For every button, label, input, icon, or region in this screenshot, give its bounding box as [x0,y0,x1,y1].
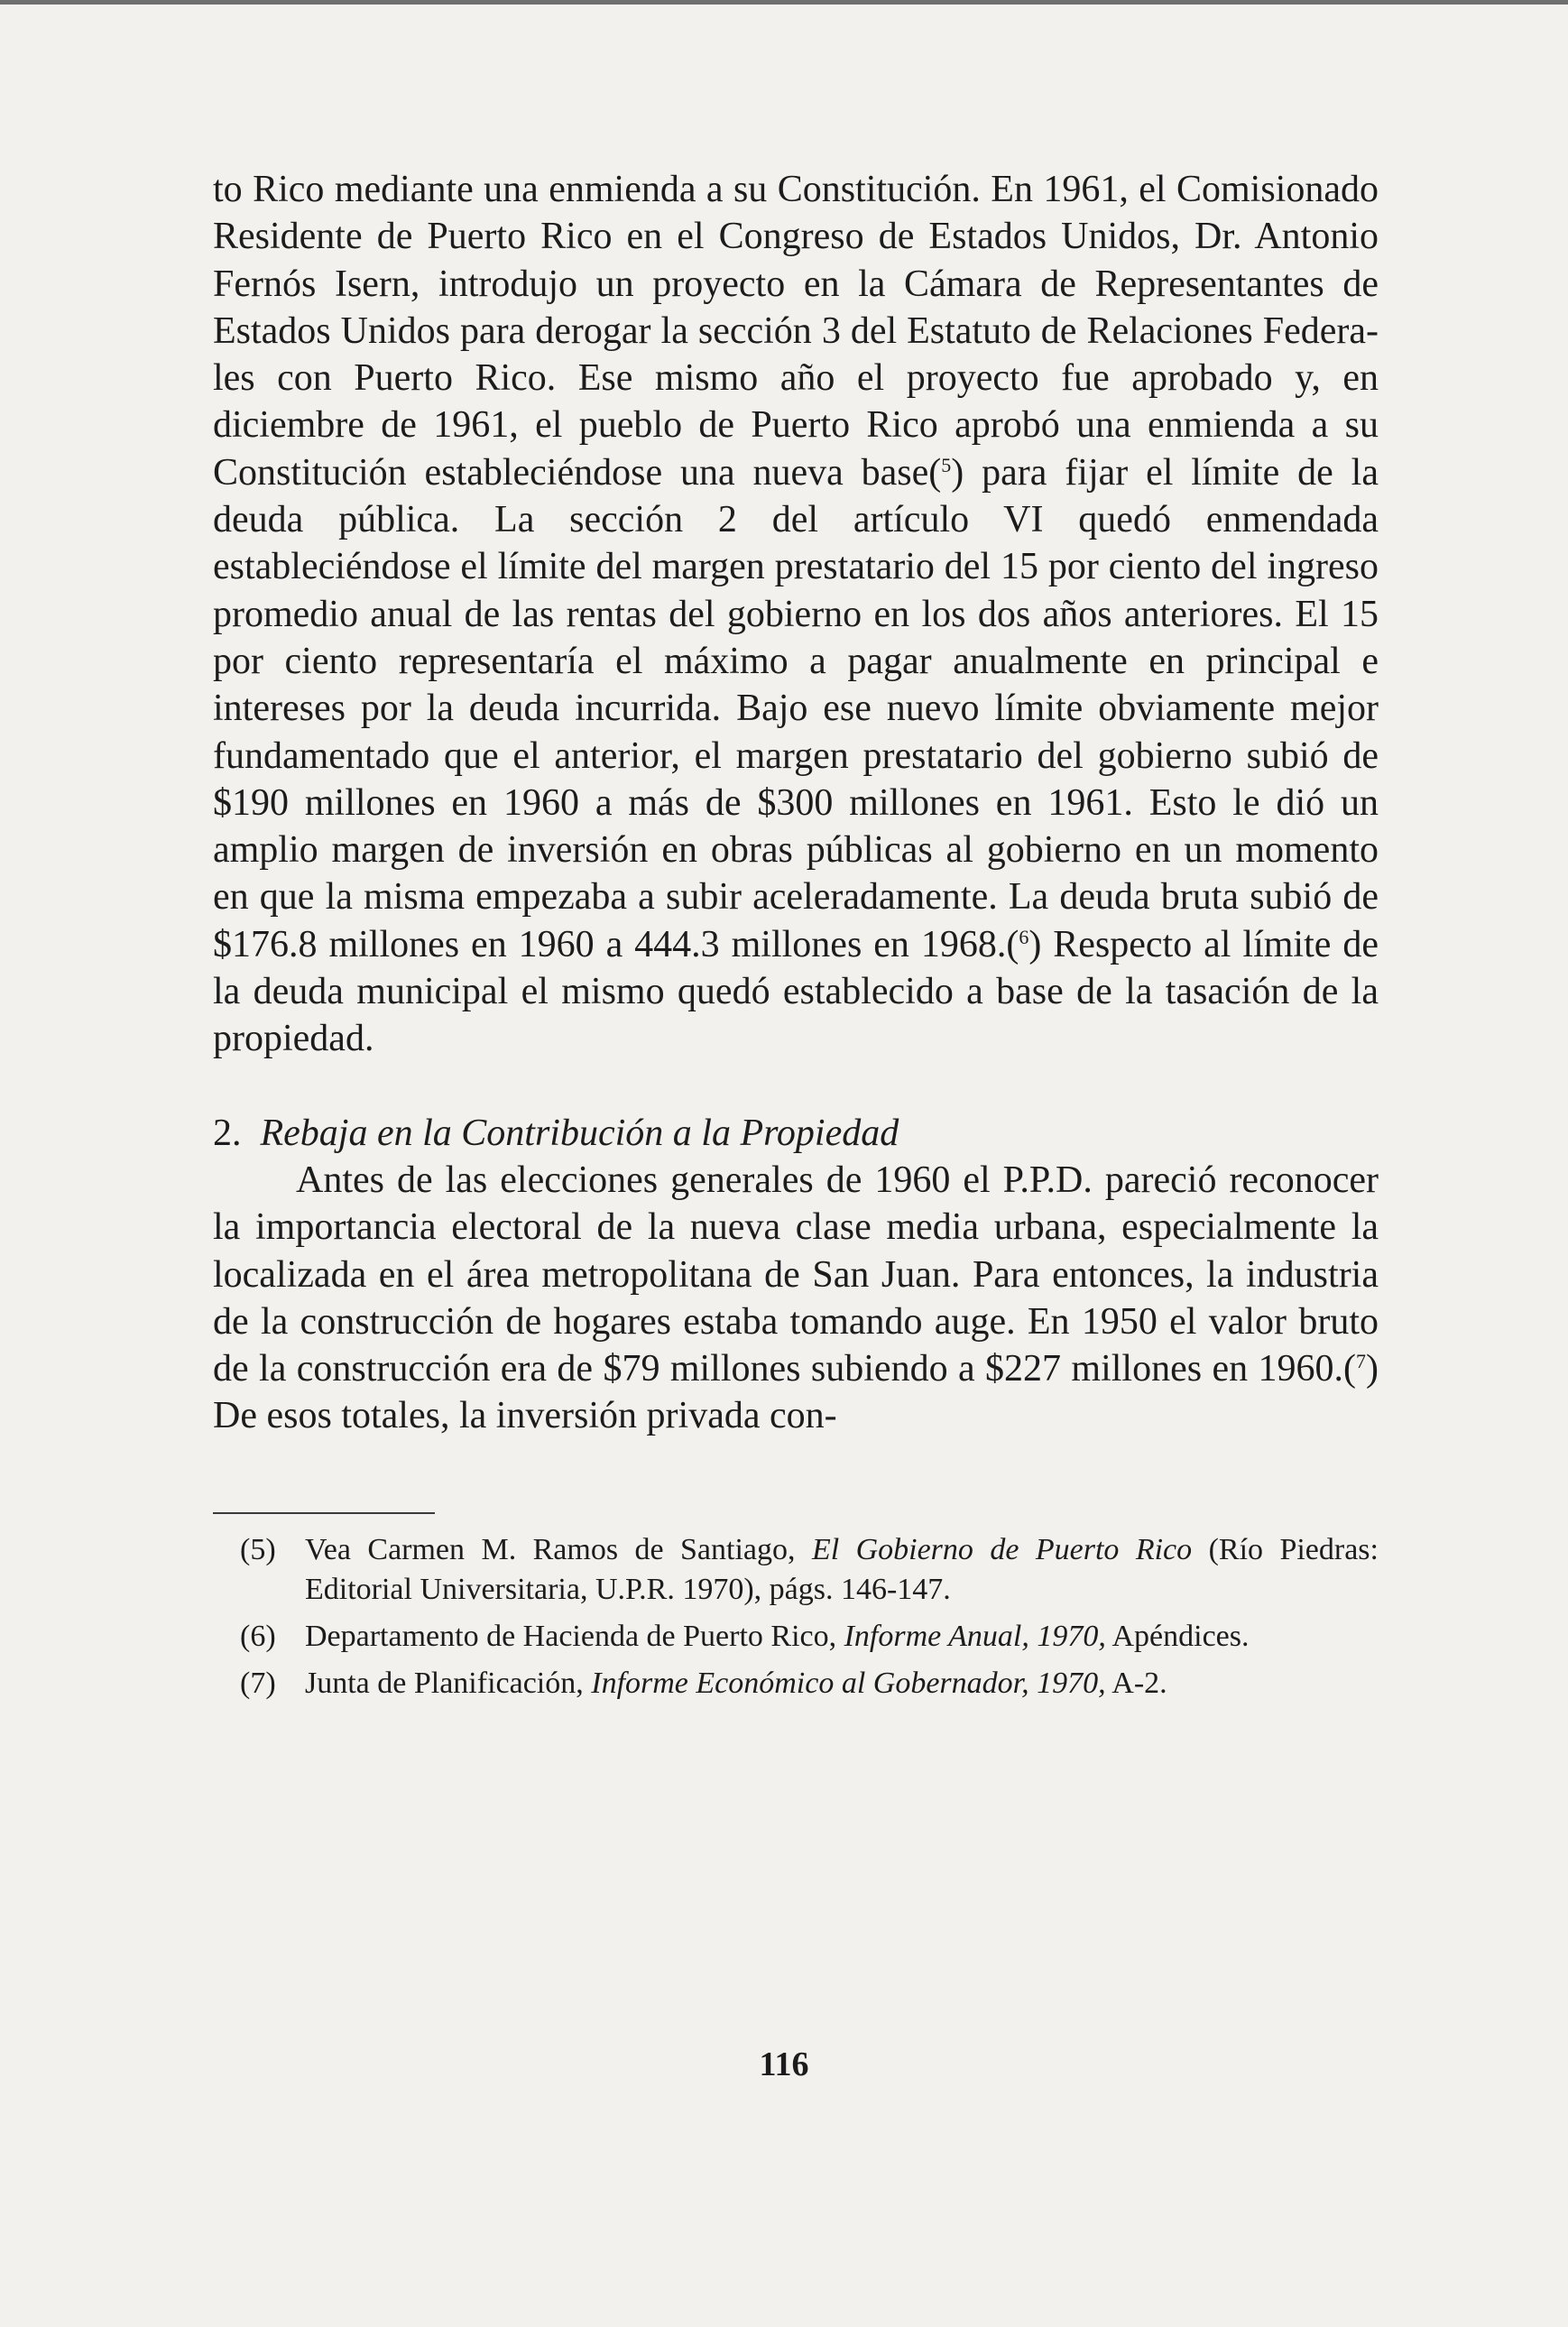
footnote-citation-rest: (Río Piedras: Editorial Universitaria, U.P.R. 1970), págs. 146-147. [305,1532,1379,1606]
footnote-ref-6: 6 [1019,925,1029,948]
paragraph-1-text-a: to Rico mediante una enmienda a su Constitución. En 1961, el Comisionado Residente de Puerto Rico en el Congreso de Estados Unidos, Dr. Antonio Fernós Isern, introdujo un proyecto en la Cámara de Representantes de Estados Unidos para derogar la sección 3 del Estatuto de Relaciones Federales con Puerto Rico. Ese mismo año el proyecto fue aprobado y, en diciembre de 1961, el pueblo de Puerto Rico aprobó una enmienda a su Constitución estableciéndose una nueva base( [213,169,1379,494]
footnote-citation: Vea Carmen M. Ramos de Santiago, [305,1532,812,1566]
paragraph-2-text-a: Antes de las elecciones generales de 1960 el P.P.D. pareció reconocer la importancia electoral de la nueva clase media urbana, especialmente la localizada en el área metropolitana de San Juan. Para entonces, la industria de la construcción de hogares estaba tomando auge. En 1950 el valor bruto de la construcción era de $79 millones subiendo a $227 millones en 1960.( [213,1159,1379,1390]
footnote-citation-rest: A-2. [1105,1666,1167,1700]
footnote-number: (7) [240,1666,276,1700]
top-edge-rule [0,0,1568,5]
paragraph-1-text-b: ) para fijar el límite de la deuda pública. La sección 2 del artículo VI quedó enmendada estableciéndose el límite del margen prestatario del 15 por ciento del ingreso promedio anual de las rentas del gobierno en los dos años anteriores. El 15 por ciento representaría el máximo a pagar anualmente en principal e intereses por la deuda incurrida. Bajo ese nuevo límite obviamente mejor fundamentado que el anterior, el margen prestatario del gobierno subió de $190 millones en 1960 a más de $300 millones en 1961. Esto le dió un amplio margen de inversión en obras públicas al gobierno en un momento en que la misma empezaba a subir aceleradamente. La deuda bruta subió de $176.8 millones en 1960 a 444.3 millones en 1968.( [213,451,1379,965]
footnote-number: (6) [240,1619,276,1653]
paragraph-debt-limit [213,166,1379,1063]
footnote-ref-7: 7 [1356,1350,1366,1373]
section-heading [213,1110,1379,1157]
footnotes [213,1530,1379,1704]
footnote-text [305,1617,1379,1657]
footnote-separator [213,1512,435,1514]
page-number: 116 [759,2045,809,2083]
footnote-5 [240,1530,1379,1610]
footnote-work-title: Informe Anual, 1970, [844,1619,1106,1653]
footnote-citation: Departamento de Hacienda de Puerto Rico, [305,1619,844,1653]
footnote-citation-rest: Apéndices. [1105,1619,1250,1653]
footnote-number: (5) [240,1532,276,1566]
footnote-text [305,1664,1379,1704]
footnote-text [305,1530,1379,1610]
footnote-citation: Junta de Planificación, [305,1666,592,1700]
footnote-ref-5: 5 [941,453,952,476]
paragraph-2-text-b: ) De esos totales, la inversión privada con- [213,1348,1379,1437]
footnote-7 [240,1664,1379,1704]
footnote-6 [240,1617,1379,1657]
page-content [213,166,1379,1711]
paragraph-1-text-c: ) Respecto al límite de la deuda municipal el mismo quedó establecido a base de la tasación de la propiedad. [213,923,1379,1060]
footnote-work-title: Informe Económico al Gobernador, 1970, [591,1666,1106,1700]
section-number: 2. [213,1112,242,1154]
section-title: Rebaja en la Contribución a la Propiedad [260,1112,899,1154]
paragraph-property-tax [213,1157,1379,1440]
footnote-work-title: El Gobierno de Puerto Rico [811,1532,1193,1566]
